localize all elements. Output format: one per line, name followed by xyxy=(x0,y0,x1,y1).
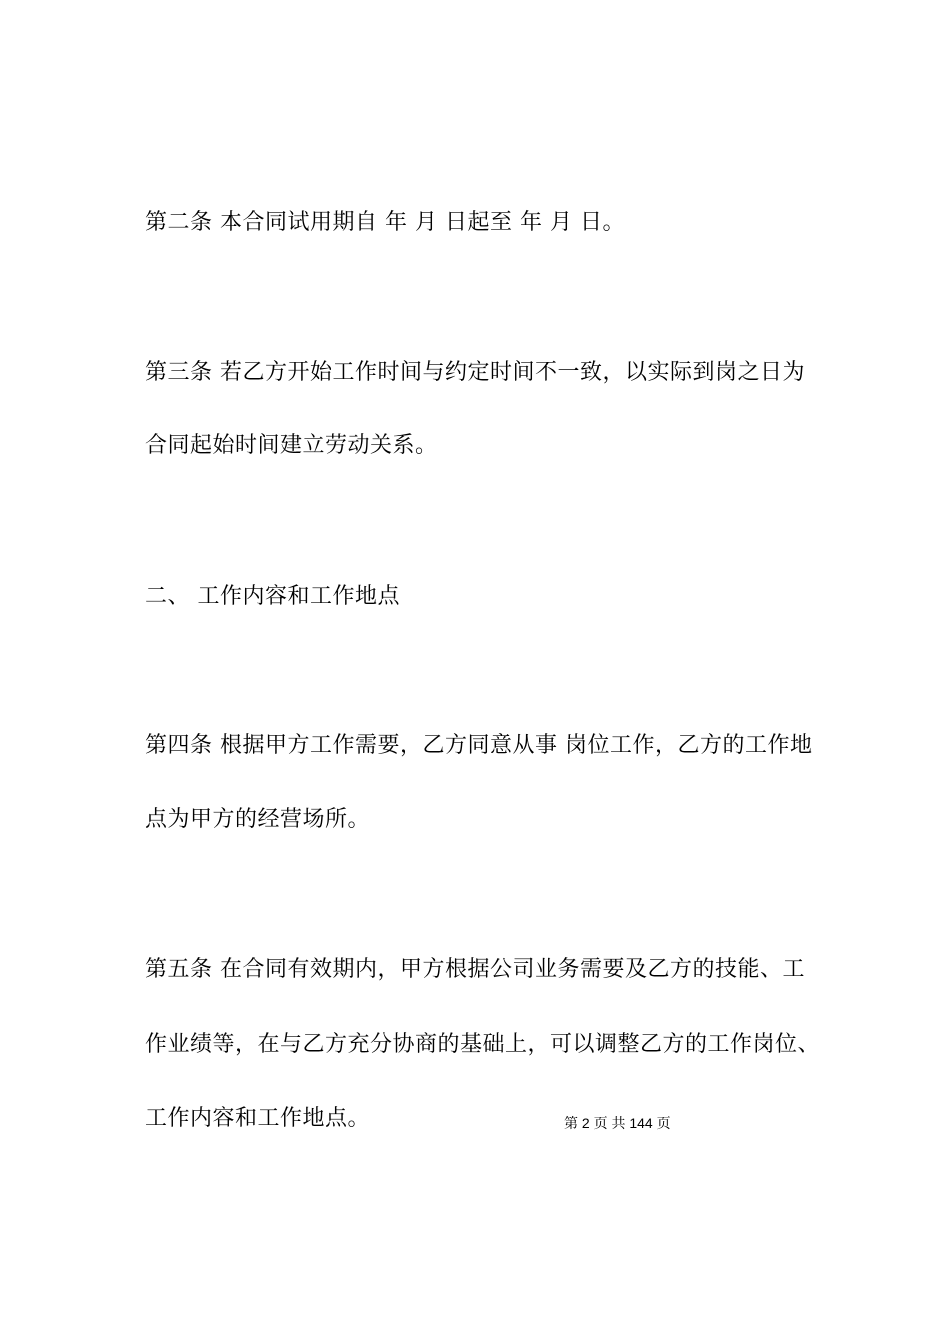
article-3-line-1: 第三条 若乙方开始工作时间与约定时间不一致，以实际到岗之日为 xyxy=(145,360,805,385)
article-5-line-2: 作业绩等，在与乙方充分协商的基础上，可以调整乙方的工作岗位、 xyxy=(145,1032,821,1057)
article-4-line-1: 第四条 根据甲方工作需要，乙方同意从事 岗位工作，乙方的工作地 xyxy=(145,733,813,758)
article-2-line-1: 第二条 本合同试用期自 年 月 日起至 年 月 日。 xyxy=(145,210,625,235)
article-3-line-2: 合同起始时间建立劳动关系。 xyxy=(145,433,438,458)
article-4-line-2: 点为甲方的经营场所。 xyxy=(145,807,371,832)
article-5-line-1: 第五条 在合同有效期内，甲方根据公司业务需要及乙方的技能、工 xyxy=(145,957,805,982)
article-5-line-3: 工作内容和工作地点。 xyxy=(145,1106,371,1131)
page-footer: 第 2 页 共 144 页 xyxy=(564,1115,671,1131)
section-heading-2: 二、 工作内容和工作地点 xyxy=(145,584,400,609)
